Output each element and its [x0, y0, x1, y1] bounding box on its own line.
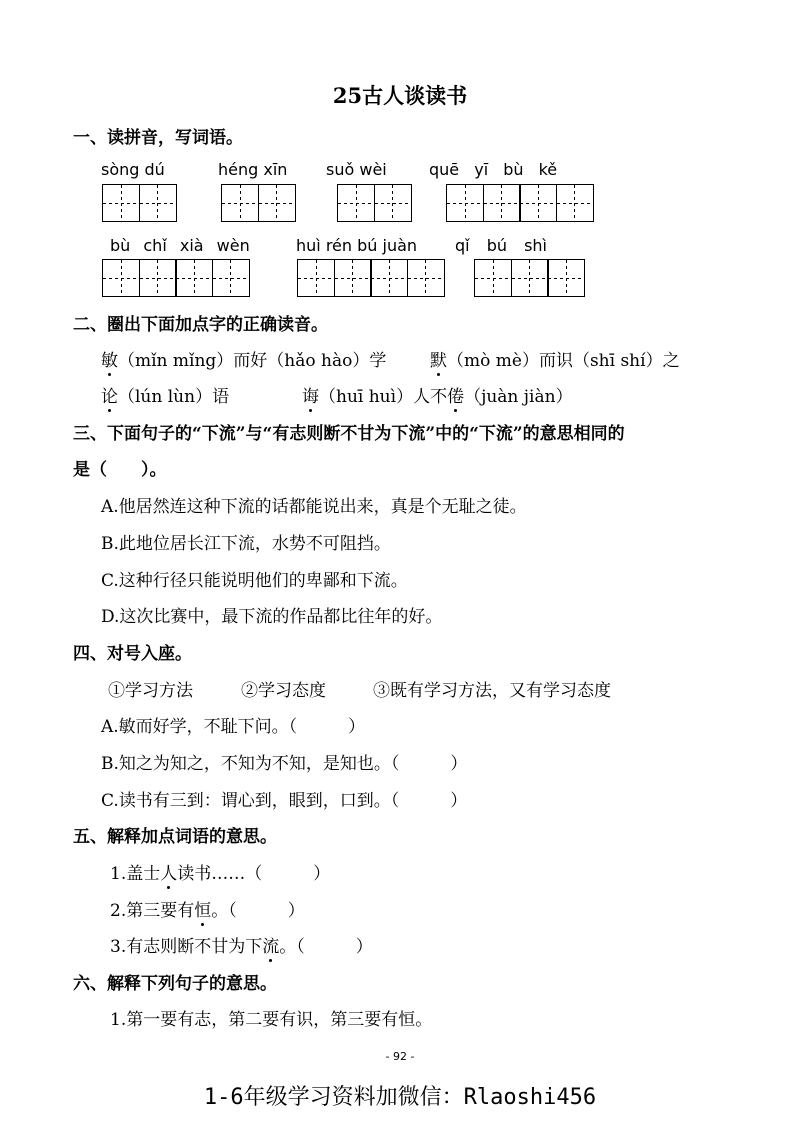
dotted-char: 默 [430, 346, 447, 371]
writing-cell[interactable] [258, 184, 296, 222]
option-1: ①学习方法 [108, 681, 193, 701]
pinyin-label: héng xīn [218, 160, 288, 179]
choice-c[interactable]: C.这种行径只能说明他们的卑鄙和下流。 [101, 571, 408, 591]
writing-cell[interactable] [519, 184, 557, 222]
choice-a[interactable]: A.他居然连这种下流的话都能说出来，真是个无耻之徒。 [101, 497, 527, 517]
explain-item-1[interactable] [110, 859, 330, 884]
writing-cell[interactable] [547, 259, 585, 297]
explain-text: 。（ ） [279, 937, 373, 957]
section-3-heading-cont: 是（ ）。 [73, 460, 167, 480]
writing-cell[interactable] [483, 184, 521, 222]
writing-cell[interactable] [102, 259, 140, 297]
reading-text: （lún lùn）语 [118, 387, 230, 407]
reading-text: （mǐn mǐng）而好（hǎo hào）学 [118, 351, 387, 371]
reading-text: （mò mè）而识（shī shí）之 [447, 351, 680, 371]
section-6-heading: 六、解释下列句子的意思。 [73, 974, 277, 994]
option-2: ②学习态度 [241, 681, 326, 701]
dotted-char: 恒 [194, 896, 211, 921]
writing-cell[interactable] [556, 184, 594, 222]
section-2-heading: 二、圈出下面加点字的正确读音。 [73, 315, 328, 335]
pinyin-label: huì rén bú juàn [296, 236, 418, 255]
explain-text: 读书……（ ） [177, 864, 331, 884]
writing-cell[interactable] [446, 184, 484, 222]
option-3: ③既有学习方法，又有学习态度 [373, 681, 611, 701]
pinyin-label: sòng dú [101, 160, 165, 179]
writing-cell[interactable] [334, 259, 372, 297]
match-item-a[interactable]: A.敏而好学，不耻下问。（ ） [101, 717, 366, 737]
writing-cell[interactable] [221, 184, 259, 222]
explain-text: 1.盖士 [110, 864, 161, 884]
dotted-char: 论 [101, 382, 118, 407]
writing-grid[interactable] [221, 184, 294, 222]
writing-cell[interactable] [374, 184, 412, 222]
writing-grid[interactable] [474, 259, 584, 297]
dotted-char: 诲 [302, 382, 319, 407]
writing-cell[interactable] [297, 259, 335, 297]
writing-cell[interactable] [139, 184, 177, 222]
reading-item [101, 382, 229, 407]
page-number: - 92 - [385, 1050, 415, 1063]
writing-grid[interactable] [446, 184, 592, 222]
reading-text: （huī huì）人不 [319, 387, 448, 407]
reading-item [302, 382, 573, 407]
writing-cell[interactable] [370, 259, 408, 297]
dotted-char: 流 [262, 932, 279, 957]
pinyin-label: quē yī bù kě [429, 160, 558, 179]
reading-text: （juàn jiàn） [464, 387, 573, 407]
page-title: 25古人谈读书 [332, 83, 468, 108]
section-3-heading: 三、下面句子的“下流”与“有志则断不甘为下流”中的“下流”的意思相同的 [73, 424, 625, 444]
writing-cell[interactable] [212, 259, 250, 297]
explain-text: 2.第三要有 [110, 901, 195, 921]
footer-text: 1-6年级学习资料加微信：Rlaoshi456 [203, 1085, 597, 1110]
pinyin-label: bù chǐ xià wèn [110, 236, 250, 255]
pinyin-label: suǒ wèi [326, 160, 387, 179]
writing-cell[interactable] [511, 259, 549, 297]
explain-text: 3.有志则断不甘为下 [110, 937, 263, 957]
choice-b[interactable]: B.此地位居长江下流，水势不可阻挡。 [101, 534, 391, 554]
writing-grid[interactable] [337, 184, 410, 222]
dotted-char: 倦 [447, 382, 464, 407]
writing-cell[interactable] [102, 184, 140, 222]
writing-cell[interactable] [474, 259, 512, 297]
explain-item-2[interactable] [110, 896, 305, 921]
writing-grid[interactable] [102, 184, 175, 222]
writing-cell[interactable] [407, 259, 445, 297]
reading-item [101, 346, 386, 371]
writing-cell[interactable] [175, 259, 213, 297]
section-1-heading: 一、读拼音，写词语。 [73, 128, 243, 148]
dotted-char: 人 [160, 859, 177, 884]
sentence-item-1: 1.第一要有志，第二要有识，第三要有恒。 [110, 1010, 433, 1030]
reading-item [430, 346, 680, 371]
pinyin-label: qǐ bú shì [455, 236, 547, 255]
writing-grid[interactable] [102, 259, 248, 297]
writing-cell[interactable] [139, 259, 177, 297]
section-4-heading: 四、对号入座。 [73, 644, 192, 664]
writing-grid[interactable] [297, 259, 443, 297]
choice-d[interactable]: D.这次比赛中，最下流的作品都比往年的好。 [101, 607, 443, 627]
explain-item-3[interactable] [110, 932, 373, 957]
match-item-b[interactable]: B.知之为知之，不知为不知，是知也。（ ） [101, 754, 468, 774]
explain-text: 。（ ） [211, 901, 305, 921]
match-item-c[interactable]: C.读书有三到：谓心到，眼到，口到。（ ） [101, 791, 468, 811]
section-5-heading: 五、解释加点词语的意思。 [73, 827, 277, 847]
dotted-char: 敏 [101, 346, 118, 371]
writing-cell[interactable] [337, 184, 375, 222]
